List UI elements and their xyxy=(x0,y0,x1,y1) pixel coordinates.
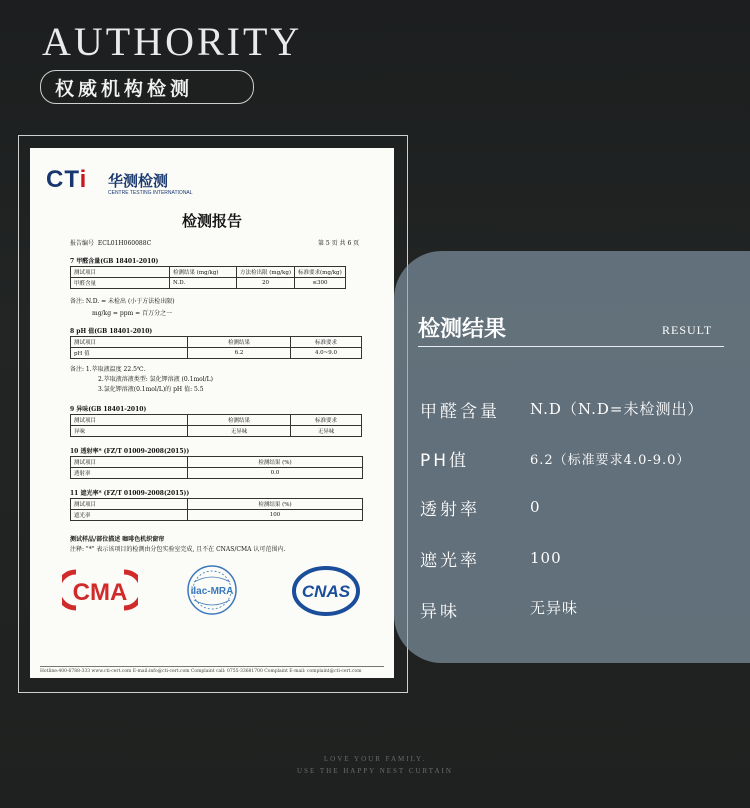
table-cell: ≤300 xyxy=(294,278,345,289)
note-ppm: mg/kg = ppm = 百万分之一 xyxy=(92,310,173,317)
table-cell: pH 值 xyxy=(71,348,188,359)
page-info: 第 5 页 共 6 页 xyxy=(318,240,360,247)
table-cell: 6.2 xyxy=(188,348,291,359)
logo-en: CENTRE TESTING INTERNATIONAL xyxy=(108,190,193,196)
ilac-mra-logo xyxy=(184,564,240,620)
table-header: 方法检出限 (mg/kg) xyxy=(237,267,295,278)
logo-cti-text: CT xyxy=(46,166,80,193)
report-no-value: ECL01H060088C xyxy=(97,240,152,247)
note-temp: 备注: 1.萃取液温度 22.5℃. xyxy=(70,366,146,373)
table-header: 测试项目 xyxy=(71,499,188,510)
result-label-formaldehyde: 甲醛含量 xyxy=(420,402,500,422)
table-header: 标准要求 xyxy=(291,337,362,348)
odor-table xyxy=(70,414,362,437)
table-cell: 甲醛含量 xyxy=(71,278,170,289)
transmittance-table xyxy=(70,456,363,479)
table-cell: 20 xyxy=(237,278,295,289)
result-value-shading: 100 xyxy=(530,549,562,567)
section-heading: 7 甲醛含量(GB 18401-2010) xyxy=(70,258,159,265)
result-value-odor: 无异味 xyxy=(530,599,579,617)
table-cell: N.D. xyxy=(170,278,237,289)
table-header: 测试项目 xyxy=(71,415,188,426)
note-solution-ph: 3.氯化钾溶液(0.1mol/L)的 pH 值: 5.5 xyxy=(98,386,204,393)
section-heading: 8 pH 值(GB 18401-2010) xyxy=(70,328,153,335)
authority-subtitle-pill xyxy=(40,70,254,104)
result-title: 检测结果 xyxy=(418,317,507,342)
sample-description: 测试样品/部位描述 咖啡色机织窗帘 xyxy=(70,536,165,543)
table-cell: 无异味 xyxy=(188,426,291,437)
table-cell: 无异味 xyxy=(291,426,362,437)
result-label-odor: 异味 xyxy=(420,602,460,622)
test-report-image xyxy=(30,148,394,678)
table-header: 测试项目 xyxy=(71,267,170,278)
table-header: 检测结果 (%) xyxy=(188,499,363,510)
result-label-shading: 遮光率 xyxy=(420,551,480,571)
cnas-text: CNAS xyxy=(301,582,351,601)
table-header: 检测结果 xyxy=(188,337,291,348)
report-footer: Hotline:400-6788-333 www.cti-cert.com E-mail:info@cti-cert.com Complaint call: 0755-33681700 Complaint E-mail: complaint@cti-cert.com xyxy=(40,666,384,674)
note-solution: 2.萃取液溶液类型: 氯化钾溶液 (0.1mol/L) xyxy=(98,376,214,383)
ilac-text: ilac-MRA xyxy=(190,586,234,597)
slogan-line-2: USE THE HAPPY NEST CURTAIN xyxy=(297,767,453,775)
logo-cn: 华测检测 xyxy=(108,172,169,190)
shading-table xyxy=(70,498,363,521)
result-label-transmittance: 透射率 xyxy=(420,500,480,520)
table-cell: 异味 xyxy=(71,426,188,437)
authority-title: AUTHORITY xyxy=(42,19,303,64)
cnas-logo xyxy=(292,566,360,620)
report-title: 检测报告 xyxy=(181,212,242,230)
table-header: 测试项目 xyxy=(71,457,188,468)
result-value-ph: 6.2（标准要求4.0-9.0） xyxy=(530,453,691,468)
sample-note: 注释: "*" 表示该项目的检测由分包实验室完成, 且不在 CNAS/CMA 认可范围内. xyxy=(70,546,286,553)
table-header: 标准要求(mg/kg) xyxy=(294,267,345,278)
formaldehyde-table xyxy=(70,266,346,289)
table-cell: 透射率 xyxy=(71,468,188,479)
table-cell: 0.0 xyxy=(188,468,363,479)
report-no-label: 报告编号 xyxy=(70,240,95,247)
result-label-ph: PH值 xyxy=(420,451,470,471)
table-header: 检测结果 (%) xyxy=(188,457,363,468)
cma-text: CMA xyxy=(72,579,128,606)
section-heading: 11 遮光率* (FZ/T 01009-2008(2015)) xyxy=(70,490,190,497)
result-value-transmittance: 0 xyxy=(530,498,541,516)
ph-table xyxy=(70,336,362,359)
cti-logo xyxy=(46,166,193,196)
result-divider xyxy=(418,346,724,347)
authority-subtitle: 权威机构检测 xyxy=(55,78,194,100)
table-header: 测试项目 xyxy=(71,337,188,348)
section-heading: 9 异味(GB 18401-2010) xyxy=(70,406,147,413)
slogan-line-1: LOVE YOUR FAMILY. xyxy=(323,755,427,763)
note-nd: 备注: N.D. = 未检出 (小于方法检出限) xyxy=(70,298,175,305)
result-title-en: RESULT xyxy=(662,323,713,337)
report-no xyxy=(70,238,151,247)
section-heading: 10 透射率* (FZ/T 01009-2008(2015)) xyxy=(70,448,190,455)
result-value-formaldehyde: N.D（N.D=未检测出） xyxy=(530,400,704,418)
table-header: 检测结果 (mg/kg) xyxy=(170,267,237,278)
table-cell: 遮光率 xyxy=(71,510,188,521)
table-header: 标准要求 xyxy=(291,415,362,426)
table-header: 检测结果 xyxy=(188,415,291,426)
cma-logo xyxy=(62,568,138,616)
table-cell: 100 xyxy=(188,510,363,521)
logo-cti-accent: i xyxy=(79,166,88,193)
table-cell: 4.0~9.0 xyxy=(291,348,362,359)
